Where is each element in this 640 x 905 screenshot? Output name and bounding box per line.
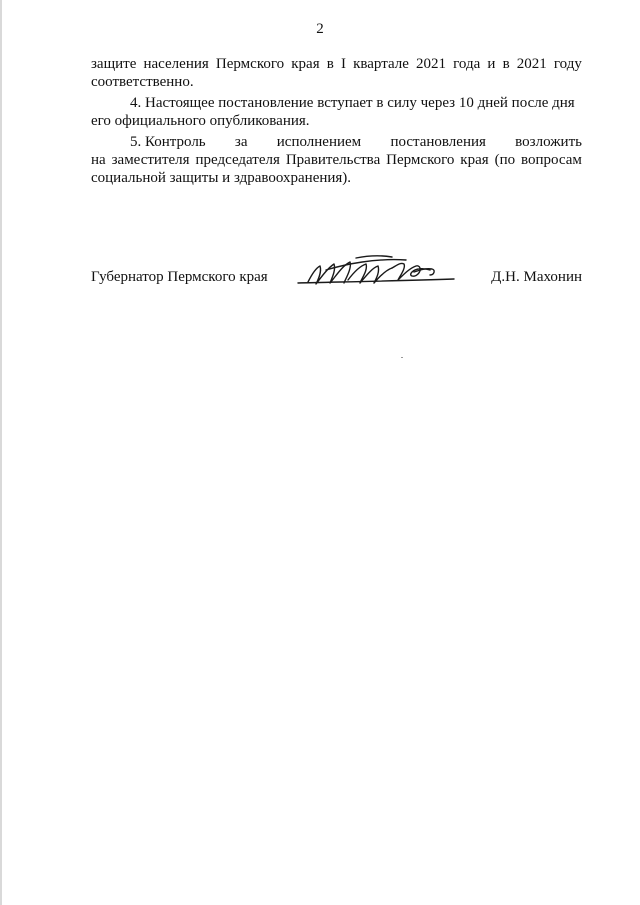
page-number: 2 [316,21,324,37]
word: заместителя [111,152,190,168]
scan-speck [401,357,403,358]
word: за [234,134,248,150]
word: края [291,56,320,72]
paragraph-line: социальной защиты и здравоохранения). [91,170,352,186]
word: возложить [515,134,582,150]
signature-block [91,268,582,292]
word: квартале [353,56,409,72]
word: в [326,56,334,72]
paragraph-line: его официального опубликования. [91,113,310,129]
word: председателя [195,152,280,168]
word: защите [91,56,137,72]
word: I [340,56,346,72]
word: в [502,56,510,72]
word: Пермского [386,152,455,168]
word: 2021 [416,56,447,72]
paragraph-5 [91,133,582,187]
handwritten-signature [296,252,456,292]
paragraph-line: соответственно. [91,74,194,90]
page-edge [0,0,2,905]
paragraph-4 [91,94,582,130]
word: году [553,56,582,72]
word: вопросам [521,152,582,168]
word: постановления [390,134,486,150]
paragraph-line [91,133,582,151]
word: исполнением [276,134,362,150]
paragraph-continued [91,55,582,91]
word: на [91,152,106,168]
word: населения [143,56,209,72]
word: 2021 [516,56,547,72]
paragraph-line [91,151,582,169]
signer-name: Д.Н. Махонин [491,269,582,285]
word: Правительства [285,152,381,168]
signature-strokes [298,256,454,284]
word: края [460,152,489,168]
paragraph-line: 4. Настоящее постановление вступает в силу через 10 дней после дня [130,95,575,111]
word: года [453,56,481,72]
word: 5. Контроль [130,134,206,150]
word: Пермского [215,56,285,72]
paragraph-line [91,55,582,73]
word: и [487,56,496,72]
word: (по [494,152,516,168]
signer-title: Губернатор Пермского края [91,269,268,285]
